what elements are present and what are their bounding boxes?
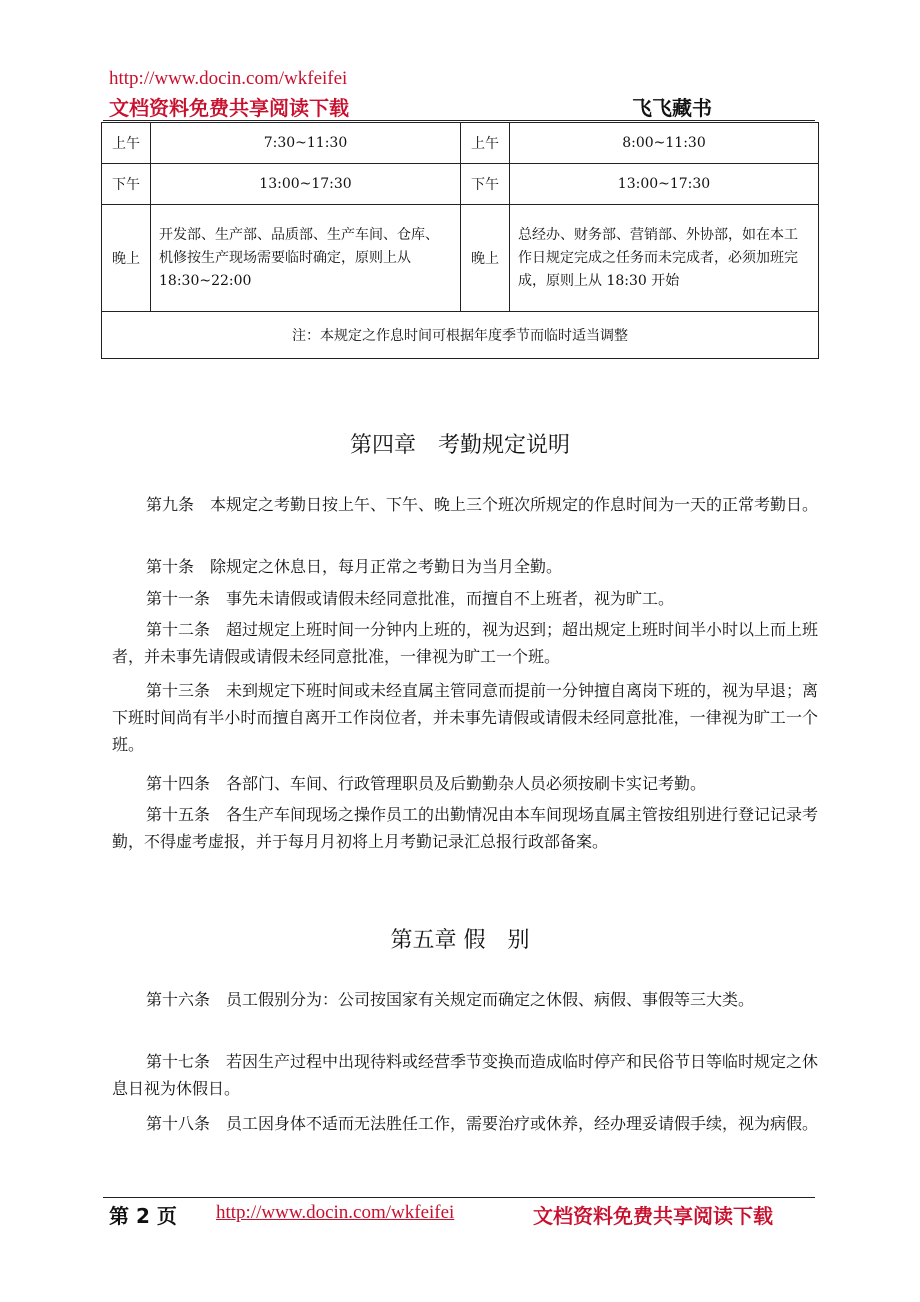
- row-label: 晚上: [461, 205, 510, 312]
- article-16: 第十六条 员工假别分为：公司按国家有关规定而确定之休假、病假、事假等三大类。: [146, 990, 755, 1009]
- schedule-note: 注：本规定之作息时间可根据年度季节而临时适当调整: [102, 312, 819, 359]
- table-row: [102, 312, 819, 359]
- header-url-link[interactable]: http://www.docin.com/wkfeifei: [109, 68, 348, 89]
- table-row: [102, 205, 819, 312]
- time-cell: 总经办、财务部、营销部、外协部，如在本工作日规定完成之任务而未完成者，必须加班完成，原则上从 18:30 开始: [510, 205, 819, 312]
- table-row: [102, 164, 819, 205]
- row-label: 下午: [102, 164, 151, 205]
- article-10: 第十条 除规定之休息日，每月正常之考勤日为当月全勤。: [146, 557, 563, 576]
- footer-url-link[interactable]: http://www.docin.com/wkfeifei: [216, 1202, 455, 1223]
- article-17: 第十七条 若因生产过程中出现待料或经营季节变换而造成临时停产和民俗节日等临时规定之休息日视为休假日。: [112, 1052, 819, 1098]
- article-14: 第十四条 各部门、车间、行政管理职员及后勤勤杂人员必须按刷卡实记考勤。: [146, 774, 707, 793]
- row-label: 晚上: [102, 205, 151, 312]
- time-cell: 13:00~17:30: [510, 164, 819, 205]
- row-label: 上午: [102, 123, 151, 164]
- header-brand: 飞飞藏书: [632, 96, 712, 120]
- article-15: 第十五条 各生产车间现场之操作员工的出勤情况由本车间现场直属主管按组别进行登记记录考勤，不得虚考虚报，并于每月月初将上月考勤记录汇总报行政部备案。: [112, 805, 819, 851]
- article-9: 第九条 本规定之考勤日按上午、下午、晚上三个班次所规定的作息时间为一天的正常考勤日。: [146, 495, 819, 514]
- time-cell: 开发部、生产部、品质部、生产车间、仓库、机修按生产现场需要临时确定，原则上从 18:30~22:00: [151, 205, 461, 312]
- chapter-4-title: 第四章 考勤规定说明: [349, 433, 570, 458]
- article-18: 第十八条 员工因身体不适而无法胜任工作，需要治疗或休养，经办理妥请假手续，视为病假。: [146, 1114, 819, 1133]
- time-cell: 7:30~11:30: [151, 123, 461, 164]
- article-13: 第十三条 未到规定下班时间或未经直属主管同意而提前一分钟擅自离岗下班的，视为早退；离下班时间尚有半小时而擅自离开工作岗位者，并未事先请假或请假未经同意批准，一律视为旷工一个班。: [112, 681, 819, 754]
- header-divider: [103, 120, 815, 121]
- header-title: 文档资料免费共享阅读下载: [109, 96, 349, 120]
- row-label: 下午: [461, 164, 510, 205]
- table-row: [102, 123, 819, 164]
- footer-divider: [103, 1197, 815, 1198]
- schedule-table: [101, 122, 819, 359]
- page-number: 第 2 页: [109, 1204, 177, 1228]
- article-12: 第十二条 超过规定上班时间一分钟内上班的，视为迟到；超出规定上班时间半小时以上而上班者，并未事先请假或请假未经同意批准，一律视为旷工一个班。: [112, 620, 819, 666]
- footer-slogan: 文档资料免费共享阅读下载: [533, 1204, 773, 1228]
- row-label: 上午: [461, 123, 510, 164]
- time-cell: 8:00~11:30: [510, 123, 819, 164]
- article-11: 第十一条 事先未请假或请假未经同意批准，而擅自不上班者，视为旷工。: [146, 589, 675, 608]
- time-cell: 13:00~17:30: [151, 164, 461, 205]
- chapter-5-title: 第五章 假 别: [390, 928, 530, 953]
